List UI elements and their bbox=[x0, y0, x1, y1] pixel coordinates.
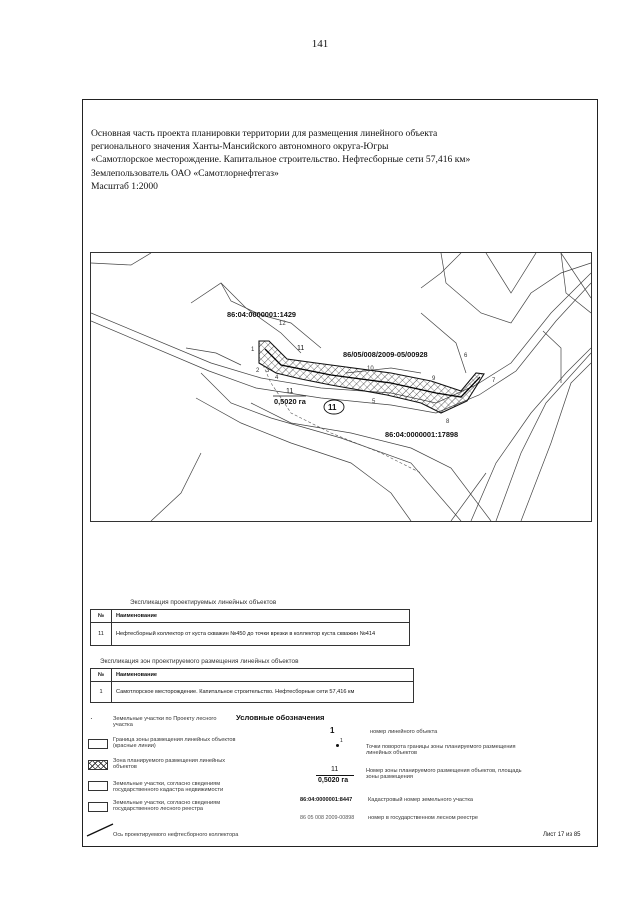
line-number: 11 bbox=[328, 403, 337, 412]
zone-area-symbol: 0,5020 га bbox=[318, 777, 349, 784]
line-number-label: 11 bbox=[297, 345, 305, 352]
zone-number-symbol: 11 bbox=[331, 766, 339, 773]
title-block bbox=[91, 127, 591, 193]
zone-area-label: 0,5020 га bbox=[274, 397, 306, 406]
legend-item: Кадастровый номер земельного участка bbox=[368, 797, 474, 803]
legend-item: Точки поворота границы зоны планируемого размещения линейных объектов bbox=[366, 744, 516, 757]
row-num: 1 bbox=[91, 682, 112, 703]
legend-item: Земельные участки, согласно сведениям государственного лесного реестра bbox=[113, 800, 221, 813]
page-number: 141 bbox=[311, 38, 329, 50]
table-row bbox=[91, 682, 414, 703]
point-label: 3 bbox=[266, 368, 270, 374]
legend-item: Земельные участки, согласно сведениям государственного кадастра недвижимости bbox=[113, 781, 224, 794]
legend-item: Граница зоны размещения линейных объектов (красные линии) bbox=[113, 737, 236, 750]
legend-item: Зона планируемого размещения линейных объектов bbox=[113, 758, 226, 771]
zones-caption: Экспликация зон проектируемого размещения линейных объектов bbox=[100, 658, 299, 665]
point-label: 12 bbox=[279, 321, 286, 327]
zones-table bbox=[90, 668, 414, 703]
legend-item: Ось проектируемого нефтесборного коллектора bbox=[113, 832, 239, 838]
col-name-header: Наименование bbox=[112, 669, 414, 682]
cadastral-number-symbol: 86:04:0000001:8447 bbox=[300, 797, 353, 803]
forest-parcel-symbol: · bbox=[90, 714, 93, 723]
legend-item: номер в государственном лесном реестре bbox=[368, 815, 479, 821]
point-label: 1 bbox=[251, 347, 255, 353]
point-label: 4 bbox=[275, 375, 279, 381]
linear-objects-caption: Экспликация проектируемых линейных объектов bbox=[130, 599, 277, 606]
sheet-label: Лист 17 из 85 bbox=[543, 832, 581, 838]
col-num-header: № bbox=[91, 610, 112, 623]
forest-registry-symbol: 86 05 008 2009-00898 bbox=[300, 815, 355, 821]
land-user-line: Землепользователь ОАО «Самотлорнефтегаз» bbox=[91, 167, 279, 179]
linear-objects-table bbox=[90, 609, 410, 646]
turn-point-symbol: 1 bbox=[340, 738, 343, 744]
point-label: 7 bbox=[492, 378, 496, 384]
legend-title: Условные обозначения bbox=[236, 713, 325, 722]
row-name: Нефтесборный коллектор от куста скважин №450 до точки врезки в коллектор куста скважин №414 bbox=[112, 623, 410, 646]
forest-registry-swatch bbox=[88, 802, 108, 812]
table-header-row bbox=[91, 669, 414, 682]
point-label: 10 bbox=[367, 366, 374, 372]
row-num: 11 bbox=[91, 623, 112, 646]
row-name: Самотлорское месторождение. Капитальное строительство. Нефтесборные сети 57,416 км bbox=[112, 682, 414, 703]
point-label: 2 bbox=[256, 368, 260, 374]
map-drawing bbox=[91, 253, 591, 521]
table-header-row bbox=[91, 610, 410, 623]
point-label: 9 bbox=[432, 376, 436, 382]
zone-number-label: 11 bbox=[286, 388, 294, 395]
parcel-label-bottom: 86:04:0000001:17898 bbox=[385, 430, 459, 439]
title-line: «Самотлорское месторождение. Капитальное строительство. Нефтесборные сети 57,416 км» bbox=[91, 154, 471, 166]
legend-item: Номер зоны планируемого размещения объектов, площадь зоны размещения bbox=[366, 768, 522, 781]
title-line: регионального значения Ханты-Мансийского автономного округа-Югры bbox=[91, 141, 389, 153]
table-row bbox=[91, 623, 410, 646]
planned-zone-swatch bbox=[88, 760, 108, 770]
col-num-header: № bbox=[91, 669, 112, 682]
point-label: 8 bbox=[446, 419, 450, 425]
parcel-label-top: 86:04:0000001:1429 bbox=[227, 310, 297, 319]
legend-item: Земельные участки по Проекту лесного участка bbox=[113, 716, 217, 729]
line-number-symbol: 1 bbox=[330, 726, 335, 735]
pipeline-axis-symbol bbox=[85, 822, 115, 838]
zone-symbol-rule bbox=[316, 775, 354, 776]
plan-map bbox=[90, 252, 592, 522]
cadastre-parcel-swatch bbox=[88, 781, 108, 791]
legend-item: номер линейного объекта bbox=[370, 729, 438, 735]
point-label: 6 bbox=[464, 353, 468, 359]
zone-boundary-swatch bbox=[88, 739, 108, 749]
turn-point-dot bbox=[336, 744, 339, 747]
title-line: Основная часть проекта планировки территории для размещения линейного объекта bbox=[91, 128, 438, 139]
col-name-header: Наименование bbox=[112, 610, 410, 623]
scale-line: Масштаб 1:2000 bbox=[91, 180, 158, 192]
point-label: 5 bbox=[372, 399, 376, 405]
forest-record-label: 86/05/008/2009-05/00928 bbox=[343, 350, 428, 359]
